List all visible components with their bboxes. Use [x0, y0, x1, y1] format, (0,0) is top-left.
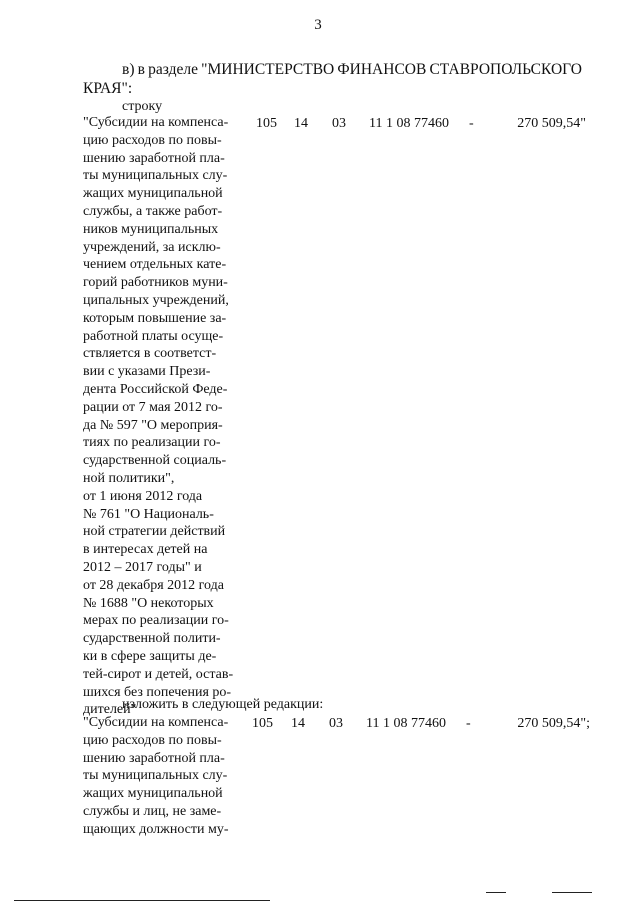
expense-type-cell: - [466, 716, 471, 731]
original-row-values [0, 115, 636, 133]
heading-word: разделе [148, 61, 198, 78]
heading-word: в) [122, 61, 135, 78]
target-article-cell: 11 1 08 77460 [369, 116, 449, 131]
section-heading [83, 60, 582, 98]
footer-mark [552, 892, 592, 893]
new-row-description: "Субсидии на компенса- цию расходов по повы- шению заработной пла- ты муниципальных слу- жащих муниципальной службы и лиц, не заме- щающих должности му- [83, 715, 229, 837]
section-cell: 14 [294, 116, 308, 131]
page-number: 3 [314, 17, 322, 33]
heading-word: "МИНИСТЕРСТВО [201, 61, 335, 78]
original-row-description: "Субсидии на компенса- цию расходов по повы- шению заработной пла- ты муниципальных слу- жащих муниципальной службы, а также работ- ников муниципальных учреждений, за исклю- чением отдельных кате- горий работников муни- ципальных учреждений, которым повышение за- работной платы осуще- ствляется в соответст- вии с указами Прези- дента Российской Феде- рации от 7 мая 2012 го- да № 597 "О мероприя- тиях по реализации го- сударственной социаль- ной политики", от 1 июня 2012 года № 761 "О Националь- ной стратегии действий в интересах детей на 2012 – 2017 годы" и от 28 декабря 2012 года № 1688 "О некоторых мерах по реализации го- сударственной полити- ки в сфере защиты де- тей-сирот и детей, остав- шихся без попечения ро- дителей" [83, 115, 234, 718]
section-cell: 14 [291, 716, 305, 731]
footer-rule [14, 900, 270, 901]
heading-word: ФИНАНСОВ [337, 61, 427, 78]
expense-type-cell: - [469, 116, 474, 131]
heading-word: СТАВРОПОЛЬСКОГО [429, 61, 582, 78]
code-cell: 105 [256, 116, 277, 131]
target-article-cell: 11 1 08 77460 [366, 716, 446, 731]
heading-word: в [137, 61, 145, 78]
footer-mark [486, 892, 506, 893]
row-label: строку [122, 99, 163, 114]
new-row-values [0, 715, 636, 733]
replace-label: изложить в следующей редакции: [122, 697, 324, 712]
section-heading-line1 [122, 60, 582, 79]
amount-cell: 270 509,54" [517, 116, 586, 131]
section-heading-line2: КРАЯ": [83, 80, 133, 97]
amount-cell: 270 509,54"; [517, 716, 590, 731]
subsection-cell: 03 [332, 116, 346, 131]
subsection-cell: 03 [329, 716, 343, 731]
code-cell: 105 [252, 716, 273, 731]
